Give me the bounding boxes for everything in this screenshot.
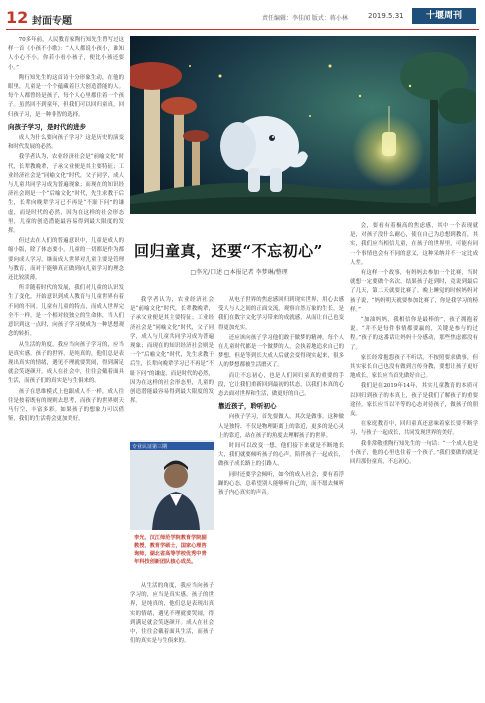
paragraph: 向孩子学习，首先要做人，其次是做事。这种做人是独特、不仅是物理距离上的靠近，更多的是心灵上的靠近，站在孩子的角度去理解孩子的世界。 <box>218 414 344 439</box>
article-column-3 <box>350 222 478 700</box>
paragraph: 同时还要学会倾听，如今的成人社会，要有着浮躁的心态，总希望别人能够听自己的，而不愿去倾听孩子内心真实的声音。 <box>218 471 344 497</box>
issue-date: 2019.5.31 <box>368 12 404 20</box>
paragraph: 成人为什么要向孩子学习？这是历史的演变和时代发展的必然。 <box>8 135 124 151</box>
paragraph: “加油妈妈，我相信你是最棒的”，孩子拥抱着说。“并不是每件事情都要赢的，关键是参与的过程。”孩子的这番话让妈妈十分感动，那些焦虑都没有了。 <box>350 317 478 351</box>
paragraph: 我们是在2019年14年，其实儿童教育的本质可以回归到孩子的本真上，孩子是我们了解孩子的重要途径，家长应当以平等的心态对待孩子，做孩子的朋友。 <box>350 383 478 418</box>
paragraph: 陶行知先生的这首诗十分形象生动，在他的眼里，儿童是一个个蕴藏着巨大创造潜能的人。每个人都曾经是孩子，每个人心里都住着一个孩子。虽然回不到童年，但我们可以回归童真，回归孩子习，是一种非智的选择。 <box>8 74 124 118</box>
paragraph: 时间可以改变一想，他们接下来就是不断地长大，我们就要倾听孩子的心声，陪伴孩子一起成长，做孩子成长路上的引路人。 <box>218 443 344 468</box>
article-title: 回归童真，还要“不忘初心” <box>134 242 323 260</box>
section-heading: 向孩子学习，是时代的进步 <box>8 122 86 131</box>
article-column-2 <box>218 296 344 700</box>
illustration-art <box>130 36 476 214</box>
paragraph: 从电子世界的焦虑感回归到现实世界，用心去感受人与人之间的正面交流，观察自然万象的生长，是我们在数字文化学习带来的成就感，从而让自己也变得更加充实。 <box>218 297 344 331</box>
paragraph: 而让不忘初心，也是人们回归童真的重要的手段，它让我们重新回到最初的状态，以我们本真的心态去面对世界和生活，做更好的自己。 <box>218 372 344 398</box>
page-number: 12 <box>6 8 29 27</box>
paragraph: 我非常敬重陶行知先生的一句话：“一个成人也是小孩子，他的心里也住着一个孩子。”我们要做的就是回归那份童真，不忘初心。 <box>350 440 478 466</box>
paragraph: 还应该向孩子学习他们敢于做梦的精神。每个人在儿童时代都是一个做梦的人，会执着地追求自己的梦想，但是等到长大成人后就会变得现实起来，很多人的梦想都被生活磨灭了。 <box>218 334 344 369</box>
paragraph: 但过去在人们的普遍意识中，儿童是成人的缩小版，除了体态要小，儿童的一切都是作为都要向成人学习，继而成人世界对儿童主要是管理与教育，而对于能够真正做到向儿童学习的理念还比较淡薄。 <box>8 238 124 282</box>
section-heading: 靠近孩子，聆听初心 <box>218 402 277 411</box>
paragraph: 家长经常抱怨孩子不听话，不按照要求做事，但其实家长自己也没有做到言传身教，要想让孩子更好地成长，家长应当首先做好自己。 <box>350 354 478 380</box>
article-column-2-lead <box>130 296 214 436</box>
article-column-2-tail <box>130 582 214 700</box>
article-byline: □李光/口述 □本报记者 李梦琳/整理 <box>190 269 288 276</box>
section-title: 封面专题 <box>32 16 72 27</box>
photo-banner: 专业认证第三期 <box>130 442 214 451</box>
brand-logo: 十堰周刊 <box>412 8 476 24</box>
author-photo <box>130 440 214 530</box>
paragraph: 从生活的角度，我应当向孩子学习的，应当是真实感。孩子的世界，是纯真的，他们总是表现出真实的情绪，遇见不理就要哭闹，得到满足就会笑逐颜开。成人在社会中，往往会戴着面具生活，而孩子们的真实是与生俱来的。 <box>130 583 214 645</box>
paragraph: 有这样一个故事，有妈妈去参加一个比赛，当时就想一定要做个名次，结果孩子赶到时，竟说到最后了几天，第二天就要比赛了。晚上睡觉的时候妈妈对孩子说，“妈妈明天就要参加比赛了，你是我学习的榜样。” <box>350 270 478 313</box>
article-column-1 <box>8 36 124 700</box>
paragraph: 我学者认为，农业经济社会是“前喻文化”时代，长辈教晚辈，子承父业便是其主要特征；工业经济社会是“同喻文化”时代，父子同学，成人与儿童共同学习成为普遍现象；而现在的知识经济社会则是一个“后喻文化”时代，先生求教于后生，长辈向晚辈学习已不再是“不耻下问”的谦虚，而是时代的必然，因为在这样的社会形态里，儿童的创造潜能最容易得到最大限度的发挥。 <box>8 154 124 235</box>
paragraph: 70多年前，人民教育家陶行知先生曾写过这样一首《小孩不小歌》：“人人都说小孩小，谁知人小心不小，你若小看小孩子，便比小孩还要小。” <box>8 37 124 71</box>
paragraph: 从生活的角度，我应当向孩子学习的，应当是真实感。孩子的世界，是纯真的，他们总是表现出真实的情绪，遇见不理就要哭闹，得到满足就会笑逐颜开。成人在社会中，往往会戴着面具生活，而孩子们的真实是与生俱来的。 <box>8 341 124 385</box>
photo-caption: 李光，汉江师范学院教育学院副教授、教育学硕士，国家心理咨询师，湖北省高等学校优秀中青年科技创新团队核心成员。 <box>134 535 207 565</box>
article-title-block <box>134 240 344 288</box>
paragraph: 所幸随着时代的发展，我们对儿童的认识发生了变化，开始意识到成人教育与儿童世界有着不同的不同。儿童有儿童的特点，而成人世界完全不一样，是一个相对较独立的生命体，当人们意识到这一点时，向孩子学习便成为一种思想观念的转折。 <box>8 285 124 338</box>
elephant-illustration <box>130 36 476 214</box>
paragraph: 会，要看有着极高的焦虑感，其中一个表现就是，对孩子没什么耐心，使在自己为总想到教育，其实，我们应当相信儿童，在孩子的世界里，可能有同一个事情也会有不同的意义，这种采纳并不一定比成人差。 <box>350 223 478 266</box>
paragraph: 在家庭教育中，回归童真还意味着家长要不断学习，与孩子一起成长，共同发现世界的美好。 <box>350 421 478 437</box>
person-icon <box>130 440 214 530</box>
header-rule <box>6 29 479 30</box>
paragraph: 我学者认为，农业经济社会是“前喻文化”时代，长辈教晚辈，子承父业便是其主要特征；工业经济社会是“同喻文化”时代，父子同学，成人与儿童共同学习成为普遍现象；而现在的知识经济社会则是一个“后喻文化”时代，先生求教于后生，长辈向晚辈学习已不再是“不耻下问”的谦虚，而是时代的必然，因为在这样的社会形态里，儿童的创造潜能最容易得到最大限度的发挥。 <box>130 297 214 405</box>
paragraph: 孩子在思维模式上也跟成人不一样，成人往往是按着既有的规则去思考，而孩子的世界则天马行空、丰富多彩。如果孩子的想象力可以借鉴，我们的生活将会更加美好。 <box>8 388 124 423</box>
editor-credits: 责任编辑：李佳闻 版式：蒋小林 <box>262 15 348 22</box>
